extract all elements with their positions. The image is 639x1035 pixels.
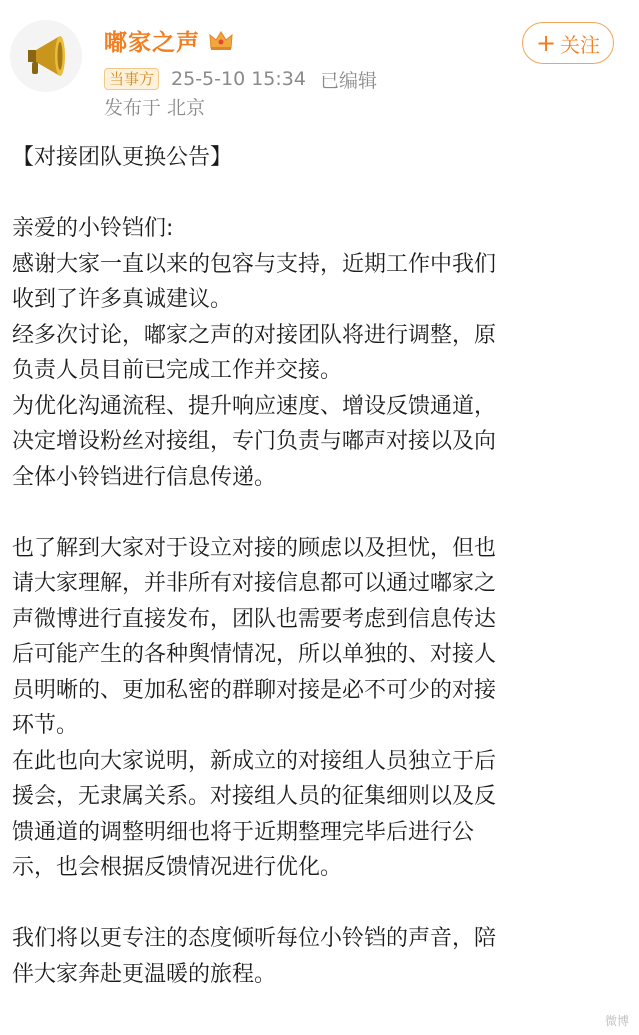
post-line: 声微博进行直接发布，团队也需要考虑到信息传达: [12, 606, 497, 632]
post-line: 援会，无隶属关系。对接组人员的征集细则以及反: [12, 784, 497, 809]
post-meta: [104, 66, 377, 92]
post-line: 后可能产生的各种舆情情况，所以单独的、对接人: [12, 642, 497, 667]
plus-icon: +: [535, 29, 557, 57]
post-line: 感谢大家一直以来的包容与支持，近期工作中我们: [12, 251, 497, 277]
post-line: 我们将以更专注的态度倾听每位小铃铛的声音，陪: [12, 926, 497, 951]
crown-icon: [208, 28, 234, 52]
post-line: 亲爱的小铃铛们:: [12, 216, 174, 241]
post-line: 环节。: [12, 713, 79, 738]
watermark: 微博: [604, 1014, 629, 1028]
party-badge: 当事方: [104, 68, 159, 90]
post-timestamp: 25-5-10 15:34: [171, 68, 306, 90]
post-line: 收到了许多真诚建议。: [12, 287, 233, 312]
post-line: 馈通道的调整明细也将于近期整理完毕后进行公: [12, 819, 475, 845]
post-line: 示，也会根据反馈情况进行优化。: [12, 855, 343, 880]
account-name-row: [104, 22, 234, 58]
post-location: 发布于 北京: [104, 97, 206, 119]
edited-label[interactable]: 已编辑: [319, 69, 377, 92]
post-header: [0, 0, 639, 130]
megaphone-icon: [10, 20, 82, 92]
follow-button[interactable]: [522, 22, 614, 64]
post-line: 员明晰的、更加私密的群聊对接是必不可少的对接: [12, 677, 497, 703]
post-body: [12, 140, 627, 992]
follow-label: 关注: [560, 32, 601, 57]
avatar[interactable]: [10, 20, 82, 92]
post-line: 伴大家奔赴更温暖的旅程。: [12, 961, 277, 987]
post-line: 全体小铃铛进行信息传递。: [12, 464, 277, 490]
account-name[interactable]: 嘟家之声: [104, 29, 200, 56]
post-line: 负责人员目前已完成工作并交接。: [12, 358, 343, 383]
post-line: 请大家理解，并非所有对接信息都可以通过嘟家之: [12, 571, 497, 596]
post-line: 决定增设粉丝对接组，专门负责与嘟声对接以及向: [12, 429, 497, 454]
post-line: 为优化沟通流程、提升响应速度、增设反馈通道，: [12, 393, 497, 419]
post-line: 经多次讨论，嘟家之声的对接团队将进行调整，原: [12, 322, 497, 348]
post-line: 【对接团队更换公告】: [12, 145, 233, 170]
post-line: 也了解到大家对于设立对接的顾虑以及担忧，但也: [12, 535, 497, 561]
post-line: 在此也向大家说明，新成立的对接组人员独立于后: [12, 748, 497, 774]
